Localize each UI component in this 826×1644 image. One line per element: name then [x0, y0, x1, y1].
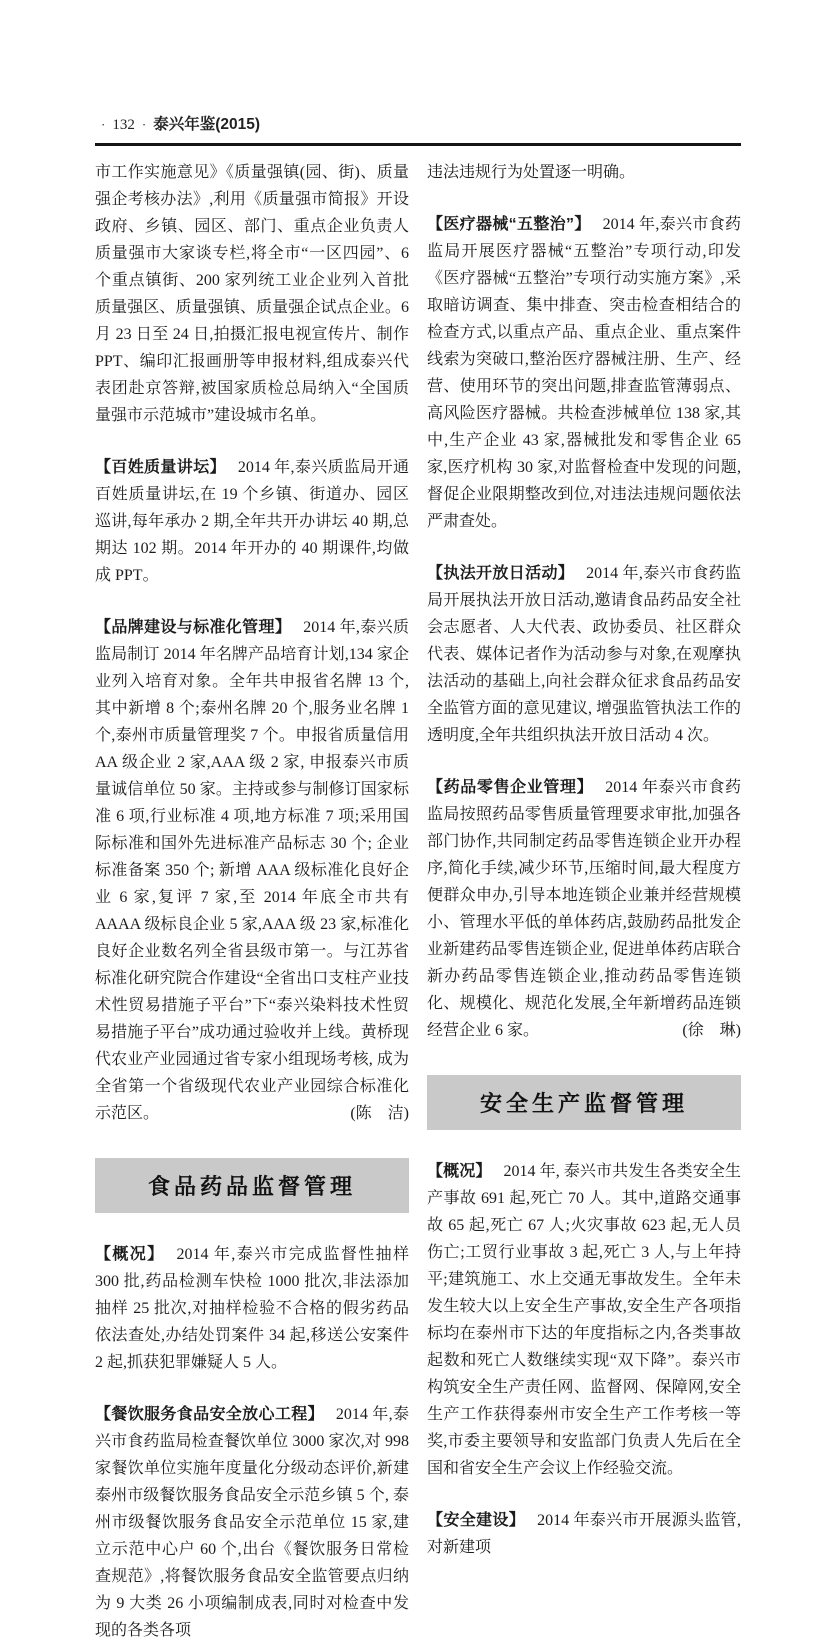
entry-anquan-jianshe [427, 1507, 741, 1561]
entry-gaikuang-safety [427, 1158, 741, 1482]
section-heading-text: 食品药品监督管理 [147, 1174, 356, 1199]
entry-label: 【概况】 [95, 1246, 165, 1263]
entry-baixing-jiangtan [95, 454, 409, 589]
entry-label: 【品牌建设与标准化管理】 [95, 619, 292, 636]
entry-text: 2014 年泰兴市食药监局按照药品零售质量管理要求审批,加强各部门协作,共同制定药品零售连锁企业开办程序,简化手续,减少环节,压缩时间,最大程度方便群众申办,引导本地连锁企业兼并经营规模小、管理水平低的单体药店,鼓励药品批发企业新建药品零售连锁企业, 促进单体药店联合新办药品零售连锁企业,推动药品零售连锁化、规模化、规范化发展,全年新增药品连锁经营企业 6 家。 [427, 779, 741, 1039]
entry-label: 【药品零售企业管理】 [427, 779, 594, 796]
entry-text: 2014 年, 泰兴市共发生各类安全生产事故 691 起,死亡 70 人。其中,道路交通事故 65 起,死亡 67 人;火灾事故 623 起,无人员伤亡;工贸行业事故 3 起,死亡 3 人,与上年持平;建筑施工、水上交通无事故发生。全年未发生较大以上安全生产事故,安全生产各项指标均在泰州市下达的年度指标之内,各类事故起数和死亡人数继续实现“双下降”。泰兴市构筑安全生产责任网、监督网、保障网,安全生产工作获得泰州市安全生产工作考核一等奖,市委主要领导和安监部门负责人先后在全国和省安全生产会议上作经验交流。 [427, 1163, 741, 1477]
entry-text: 2014 年,泰兴市食药监局开展执法开放日活动,邀请食品药品安全社会志愿者、人大代表、政协委员、社区群众代表、媒体记者作为活动参与对象,在观摩执法活动的基础上,向社会群众征求食品药品安全监管方面的意见建议, 增强监管执法工作的透明度,全年共组织执法开放日活动 4 次。 [427, 565, 741, 744]
author-credit: (陈 洁) [350, 1105, 409, 1122]
paragraph-continuation [427, 159, 741, 186]
header-rule [95, 143, 741, 146]
entry-label: 【餐饮服务食品安全放心工程】 [95, 1406, 324, 1423]
page-content [95, 112, 741, 1644]
section-heading-food-drug-supervision [95, 1158, 409, 1213]
two-column-layout [95, 159, 741, 1644]
left-column [95, 159, 409, 1644]
separator-dot: · [141, 117, 147, 132]
entry-text: 2014 年,泰兴市完成监督性抽样 300 批,药品检测车快检 1000 批次,非法添加抽样 25 批次,对抽样检验不合格的假劣药品依法查处,办结处罚案件 34 起,移送公安案件 2 起,抓获犯罪嫌疑人 5 人。 [95, 1246, 409, 1371]
entry-text: 2014 年,泰兴市食药监局开展医疗器械“五整治”专项行动,印发《医疗器械“五整治”专项行动实施方案》,采取暗访调查、集中排查、突击检查相结合的检查方式,以重点产品、重点企业、重点案件线索为突破口,整治医疗器械注册、生产、经营、使用环节的突出问题,排查监管薄弱点、高风险医疗器械。共检查涉械单位 138 家,其中,生产企业 43 家,器械批发和零售企业 65 家,医疗机构 30 家,对监督检查中发现的问题,督促企业限期整改到位,对违法违规问题依法严肃查处。 [427, 216, 741, 530]
section-heading-text: 安全生产监督管理 [479, 1091, 688, 1116]
entry-text: 违法违规行为处置逐一明确。 [427, 164, 636, 181]
page-number: 132 [112, 117, 135, 133]
entry-canyin-anquan [95, 1401, 409, 1644]
paragraph-continuation [95, 159, 409, 429]
entry-text: 2014 年泰兴市开展源头监管,对新建项 [427, 1512, 741, 1556]
separator-dot: · [101, 117, 106, 132]
page-header [95, 112, 741, 134]
entry-gaikuang-food-drug [95, 1241, 409, 1376]
entry-label: 【概况】 [427, 1163, 492, 1180]
entry-text: 2014 年,泰兴质监局开通百姓质量讲坛,在 19 个乡镇、街道办、园区巡讲,每年承办 2 期,全年共开办讲坛 40 期,总期达 102 期。2014 年开办的 40 期课件,均做成 PPT。 [95, 459, 409, 584]
entry-yaopin-lingshou [427, 774, 741, 1044]
entry-label: 【百姓质量讲坛】 [95, 459, 226, 476]
entry-yiliao-qixie [427, 211, 741, 535]
right-column [427, 159, 741, 1644]
entry-label: 【医疗器械“五整治”】 [427, 216, 591, 233]
author-credit: (徐 琳) [682, 1022, 741, 1039]
entry-text: 2014 年,泰兴质监局制订 2014 年名牌产品培育计划,134 家企业列入培育对象。全年共申报省名牌 13 个,其中新增 8 个;泰州名牌 20 个,服务业名牌 1 个,泰州市质量管理奖 7 个。申报省质量信用 AA 级企业 2 家,AAA 级 2 家, 申报泰兴市质量诚信单位 50 家。主持或参与制修订国家标准 6 项,行业标准 4 项,地方标准 7 项;采用国际标准和国外先进标准产品标志 30 个; 企业标准备案 350 个; 新增 AAA 级标准化良好企业 6 家,复评 7 家,至 2014 年底全市共有 AAAA 级标良企业 5 家,AAA 级 23 家,标准化良好企业数名列全省县级市第一。与江苏省标准化研究院合作建设“全省出口支柱产业技术性贸易措施子平台”下“泰兴染料技术性贸易措施子平台”成功通过验收并上线。黄桥现代农业产业园通过省专家小组现场考核, 成为全省第一个省级现代农业产业园综合标准化示范区。 [95, 619, 409, 1122]
entry-text: 市工作实施意见》《质量强镇(园、街)、质量强企考核办法》,利用《质量强市简报》开设政府、乡镇、园区、部门、重点企业负责人质量强市大家谈专栏,将全市“一区四园”、6 个重点镇街、200 家列统工业企业列入首批质量强区、质量强镇、质量强企试点企业。6 月 23 日至 24 日,拍摄汇报电视宣传片、制作 PPT、编印汇报画册等申报材料,组成泰兴代表团赴京答辩,被国家质检总局纳入“全国质量强市示范城市”建设城市名单。 [95, 164, 409, 424]
section-heading-work-safety-supervision [427, 1075, 741, 1130]
entry-zhifa-kaifangri [427, 560, 741, 749]
entry-label: 【执法开放日活动】 [427, 565, 575, 582]
publication-title: 泰兴年鉴(2015) [153, 116, 260, 133]
entry-label: 【安全建设】 [427, 1512, 526, 1529]
entry-pinpai-biaozhunhua [95, 614, 409, 1127]
entry-text: 2014 年,泰兴市食药监局检查餐饮单位 3000 家次,对 998 家餐饮单位实施年度量化分级动态评价,新建泰州市级餐饮服务食品安全示范乡镇 5 个, 泰州市级餐饮服务食品安全示范单位 15 家,建立示范中心户 60 个,出台《餐饮服务日常检查规范》,将餐饮服务食品安全监管要点归纳为 9 大类 26 小项编制成表,同时对检查中发现的各类各项 [95, 1406, 409, 1639]
